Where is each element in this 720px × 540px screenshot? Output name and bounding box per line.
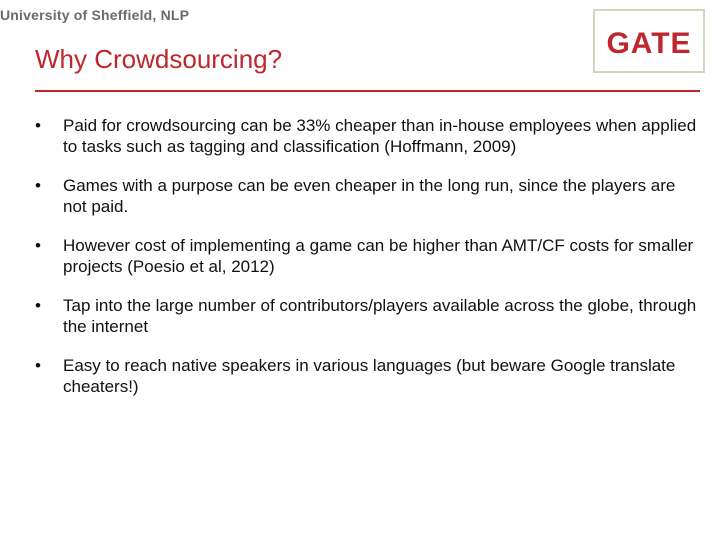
- bullet-item: • Easy to reach native speakers in various languages (but beware Google translate cheaters!): [35, 355, 700, 397]
- gate-logo: [593, 9, 705, 73]
- title-divider: [35, 90, 700, 92]
- gate-logo-text: GATE: [606, 27, 692, 60]
- organization-label: University of Sheffield, NLP: [0, 7, 190, 23]
- gate-logo-icon: [595, 11, 703, 71]
- bullet-item: • Games with a purpose can be even cheaper in the long run, since the players are not paid.: [35, 175, 700, 217]
- bullet-item: • However cost of implementing a game can be higher than AMT/CF costs for smaller projects (Poesio et al, 2012): [35, 235, 700, 277]
- slide-title: Why Crowdsourcing?: [35, 44, 283, 74]
- bullet-list: [35, 115, 700, 415]
- bullet-item: • Paid for crowdsourcing can be 33% cheaper than in-house employees when applied to tasks such as tagging and classification (Hoffmann, 2009): [35, 115, 700, 157]
- bullet-item: • Tap into the large number of contributors/players available across the globe, through the internet: [35, 295, 700, 337]
